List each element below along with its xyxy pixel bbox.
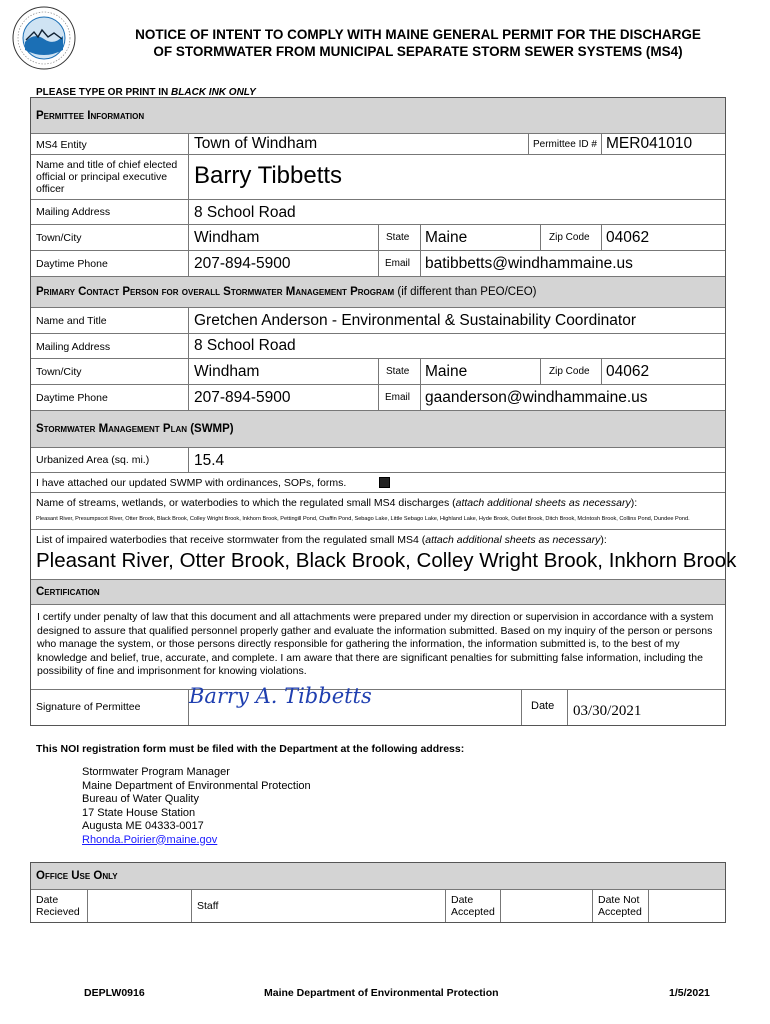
contact-town-field[interactable]: Windham — [194, 363, 260, 380]
streams-field[interactable]: Pleasant River, Presumpscot River, Otter Brook, Black Brook, Colley Wright Brook, Inkhorn Brook, Pettingill Pond, Chaffin Pond, Sebago Lake, Little Sebago Lake, Highland Lake, Hyde Brook, Outlet Brook, Ditch Brook, McIntosh Brook, Collins Pond, Dundee Pond. — [36, 516, 690, 522]
ms4-entity-field[interactable]: Town of Windham — [194, 135, 318, 152]
contact-email-label: Email — [385, 392, 411, 403]
contact-town-label: Town/City — [36, 366, 82, 378]
address-line: Stormwater Program Manager — [82, 766, 230, 778]
urbanized-area-field[interactable]: 15.4 — [194, 452, 225, 469]
permittee-id-label: Permittee ID # — [533, 139, 597, 150]
office-row — [31, 890, 725, 922]
impaired-label: List of impaired waterbodies that receive stormwater from the regulated small MS4 (attach additional sheets as necessary): — [36, 534, 607, 546]
contact-name-row — [31, 308, 725, 334]
contact-phone-label: Daytime Phone — [36, 392, 108, 404]
contact-phone-row — [31, 385, 725, 411]
zip-field[interactable]: 04062 — [606, 229, 650, 246]
contact-state-label: State — [386, 366, 410, 377]
contact-name-field[interactable]: Gretchen Anderson - Environmental & Sustainability Coordinator — [194, 312, 636, 329]
swmp-attached-checkbox[interactable] — [379, 477, 390, 488]
chief-official-label: Name and title of chief elected official or principal executive officer — [36, 159, 178, 195]
phone-label: Daytime Phone — [36, 258, 108, 270]
footer-department: Maine Department of Environmental Protection — [264, 987, 499, 999]
office-section-header: Office Use Only — [31, 863, 725, 890]
title-line-2: OF STORMWATER FROM MUNICIPAL SEPARATE STORM SEWER SYSTEMS (MS4) — [153, 44, 683, 59]
streams-label: Name of streams, wetlands, or waterbodies to which the regulated small MS4 discharges (attach additional sheets as necessary): — [36, 497, 638, 509]
date-field[interactable]: 03/30/2021 — [573, 703, 642, 719]
swmp-attached-row — [31, 473, 725, 493]
chief-official-row — [31, 155, 725, 200]
footer-form-code: DEPLW0916 — [84, 987, 145, 999]
certification-section-header: Certification — [31, 580, 725, 605]
permittee-town-row — [31, 225, 725, 251]
town-label: Town/City — [36, 232, 82, 244]
date-not-accepted-label: Date Not Accepted — [598, 894, 642, 918]
main-form — [30, 97, 737, 726]
filing-notice: This NOI registration form must be filed with the Department at the following address: — [36, 743, 465, 755]
date-accepted-label: Date Accepted — [451, 894, 495, 918]
mailing-address-label: Mailing Address — [36, 206, 111, 218]
signature-label: Signature of Permittee — [36, 701, 141, 713]
certification-statement: I certify under penalty of law that this document and all attachments were prepared under my direction or supervision in accordance with a system designed to assure that qualified personnel properly gather and evaluate the information submitted. Based on my inquiry of the person or persons who manage the system, or those persons directly responsible for gathering the information, the information submitted is, to the best of my knowledge and belief, true, accurate, and complete. I am aware that there are significant penalties for submitting false information, including the possibility of fine and imprisonment for knowing violations. — [31, 605, 725, 690]
contact-mailing-label: Mailing Address — [36, 341, 111, 353]
address-line: 17 State House Station — [82, 806, 196, 819]
contact-name-label: Name and Title — [36, 315, 107, 327]
address-line: Maine Department of Environmental Protection — [82, 779, 311, 792]
contact-mailing-row — [31, 334, 725, 359]
contact-state-field[interactable]: Maine — [425, 363, 468, 380]
contact-town-row — [31, 359, 725, 385]
urbanized-row — [31, 448, 725, 473]
instructions: PLEASE TYPE OR PRINT IN BLACK INK ONLY — [36, 87, 256, 98]
swmp-section-header: Stormwater Management Plan (SWMP) — [31, 411, 725, 448]
mailing-address-field[interactable]: 8 School Road — [194, 204, 296, 221]
email-label: Email — [385, 258, 411, 269]
impaired-row — [31, 530, 737, 580]
signature-field[interactable]: Barry A. Tibbetts — [189, 684, 372, 708]
permittee-id-field[interactable]: MER041010 — [606, 135, 693, 152]
date-label: Date — [531, 700, 555, 712]
town-field[interactable]: Windham — [194, 229, 260, 246]
signature-row — [31, 684, 725, 725]
chief-official-field[interactable]: Barry Tibbetts — [194, 162, 343, 189]
address-line: Augusta ME 04333-0017 — [82, 820, 204, 832]
footer-date: 1/5/2021 — [669, 987, 710, 999]
permittee-mailing-row — [31, 200, 725, 225]
impaired-field[interactable]: Pleasant River, Otter Brook, Black Brook, Colley Wright Brook, Inkhorn Brook — [36, 549, 737, 572]
contact-mailing-field[interactable]: 8 School Road — [194, 337, 296, 354]
title-line-1: NOTICE OF INTENT TO COMPLY WITH MAINE GENERAL PERMIT FOR THE DISCHARGE — [135, 27, 701, 42]
ms4-entity-label: MS4 Entity — [36, 139, 87, 151]
address-line: Bureau of Water Quality — [82, 793, 199, 805]
phone-field[interactable]: 207-894-5900 — [194, 255, 291, 272]
contact-email-link[interactable]: Rhonda.Poirier@maine.gov — [82, 833, 218, 846]
contact-phone-field[interactable]: 207-894-5900 — [194, 389, 291, 406]
contact-section-header: Primary Contact Person for overall Stormwater Management Program (if different than PEO/CEO) — [31, 277, 725, 308]
mailing-address-block — [82, 766, 311, 847]
urbanized-area-label: Urbanized Area (sq. mi.) — [36, 454, 150, 466]
state-field[interactable]: Maine — [425, 229, 468, 246]
contact-zip-label: Zip Code — [549, 366, 590, 377]
staff-label: Staff — [197, 900, 219, 912]
ms4-entity-row — [31, 134, 725, 155]
state-label: State — [386, 232, 410, 243]
streams-row — [31, 493, 725, 530]
office-use-table — [30, 862, 726, 923]
email-field[interactable]: batibbetts@windhammaine.us — [425, 255, 633, 272]
contact-zip-field[interactable]: 04062 — [606, 363, 650, 380]
dep-seal-logo — [12, 6, 76, 70]
instructions-emphasis: BLACK INK ONLY — [171, 87, 256, 98]
permittee-section-header: Permittee Information — [31, 98, 725, 134]
zip-label: Zip Code — [549, 232, 590, 243]
date-received-label: Date Recieved — [36, 894, 80, 918]
permittee-phone-row — [31, 251, 725, 277]
swmp-attached-label: I have attached our updated SWMP with ordinances, SOPs, forms. — [36, 477, 347, 489]
form-title — [88, 26, 748, 60]
contact-section-note: (if different than PEO/CEO) — [397, 286, 537, 298]
contact-email-field[interactable]: gaanderson@windhammaine.us — [425, 389, 648, 406]
